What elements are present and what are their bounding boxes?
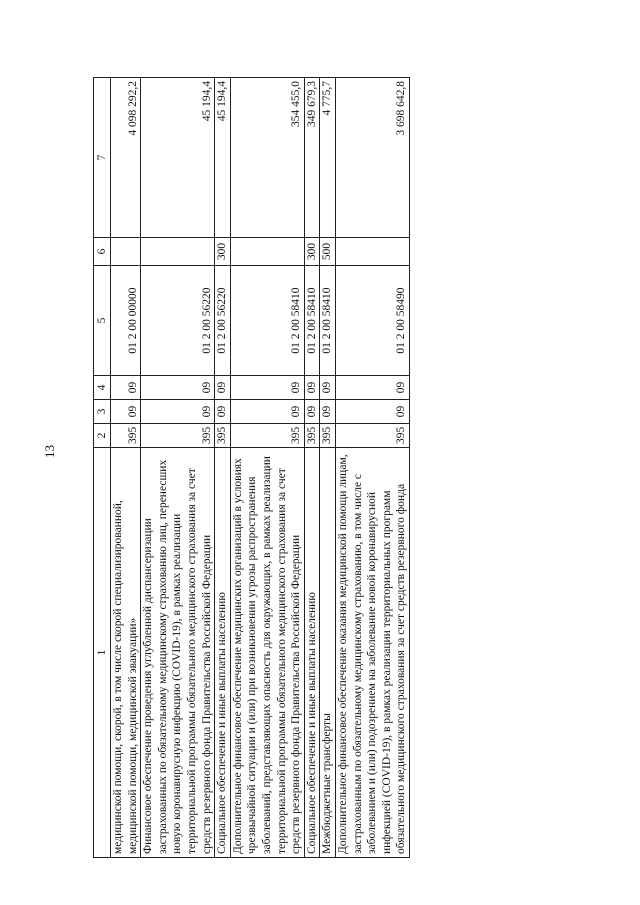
header-cell: 5 [94, 266, 111, 376]
row-subsection: 09 [230, 376, 304, 400]
row-name: Дополнительное финансовое обеспечение медицинских организаций в условиях чрезвычайной ситуации и (или) при возникновении угрозы распространения заболеваний, представляющих опасность для окружающих, в рамках реализации территориальной программы обязательного медицинского страхования за счет средств резервного фонда Правительства Российской Федерации [230, 448, 304, 858]
table-row [304, 78, 320, 858]
row-ministry-code: 395 [111, 424, 141, 448]
row-name: Социальное обеспечение и иные выплаты населению [215, 448, 231, 858]
row-subsection: 09 [335, 376, 409, 400]
row-expense-type [141, 238, 215, 266]
table-row [335, 78, 409, 858]
row-expense-type: 500 [320, 238, 336, 266]
row-ministry-code: 395 [335, 424, 409, 448]
row-target-article: 01 2 00 58490 [335, 266, 409, 376]
header-cell: 6 [94, 238, 111, 266]
row-amount: 349 679,3 [304, 78, 320, 238]
row-target-article: 01 2 00 56220 [215, 266, 231, 376]
header-cell: 1 [94, 448, 111, 858]
row-target-article: 01 2 00 56220 [141, 266, 215, 376]
row-name: Финансовое обеспечение проведения углубленной диспансеризации застрахованных по обязательному медицинскому страхованию лиц, перенесших новую коронавирусную инфекцию (COVID-19), в рамках реализации территориальной программы обязательного медицинского страхования за счет средств резервного фонда Правительства Российской Федерации [141, 448, 215, 858]
row-subsection: 09 [215, 376, 231, 400]
row-ministry-code: 395 [215, 424, 231, 448]
row-amount: 3 698 642,8 [335, 78, 409, 238]
table-row [320, 78, 336, 858]
row-name: Социальное обеспечение и иные выплаты населению [304, 448, 320, 858]
table-row [141, 78, 215, 858]
rotated-budget-table [93, 78, 598, 858]
row-ministry-code: 395 [230, 424, 304, 448]
header-cell: 7 [94, 78, 111, 238]
row-target-article: 01 2 00 00000 [111, 266, 141, 376]
row-amount: 45 194,4 [215, 78, 231, 238]
row-amount: 4 775,7 [320, 78, 336, 238]
row-subsection: 09 [141, 376, 215, 400]
row-ministry-code: 395 [141, 424, 215, 448]
row-name: медицинской помощи, скорой, в том числе скорой специализированной, медицинской помощи, медицинской эвакуации» [111, 448, 141, 858]
row-expense-type [335, 238, 409, 266]
row-amount: 354 455,0 [230, 78, 304, 238]
row-section: 09 [320, 400, 336, 424]
table-row [215, 78, 231, 858]
row-subsection: 09 [320, 376, 336, 400]
row-subsection: 09 [111, 376, 141, 400]
budget-table [93, 77, 410, 858]
row-name: Дополнительное финансовое обеспечение оказания медицинской помощи лицам, застрахованным по обязательному медицинскому страхованию, в том числе с заболеванием и (или) подозрением на заболевание новой коронавирусной инфекцией (COVID-19), в рамках реализации территориальных программ обязательного медицинского страхования за счет средств резервного фонда [335, 448, 409, 858]
row-section: 09 [304, 400, 320, 424]
row-ministry-code: 395 [320, 424, 336, 448]
row-expense-type: 300 [304, 238, 320, 266]
header-cell: 3 [94, 400, 111, 424]
table-row [111, 78, 141, 858]
header-cell: 4 [94, 376, 111, 400]
row-section: 09 [335, 400, 409, 424]
row-subsection: 09 [304, 376, 320, 400]
row-target-article: 01 2 00 58410 [230, 266, 304, 376]
header-cell: 2 [94, 424, 111, 448]
row-amount: 4 098 292,2 [111, 78, 141, 238]
table-row [230, 78, 304, 858]
row-section: 09 [141, 400, 215, 424]
row-ministry-code: 395 [304, 424, 320, 448]
row-target-article: 01 2 00 58410 [320, 266, 336, 376]
table-header-row [94, 78, 111, 858]
row-name: Межбюджетные трансферты [320, 448, 336, 858]
row-section: 09 [230, 400, 304, 424]
row-expense-type: 300 [215, 238, 231, 266]
page-number: 13 [42, 445, 57, 458]
row-target-article: 01 2 00 58410 [304, 266, 320, 376]
row-expense-type [230, 238, 304, 266]
row-section: 09 [111, 400, 141, 424]
row-amount: 45 194,4 [141, 78, 215, 238]
row-section: 09 [215, 400, 231, 424]
row-expense-type [111, 238, 141, 266]
